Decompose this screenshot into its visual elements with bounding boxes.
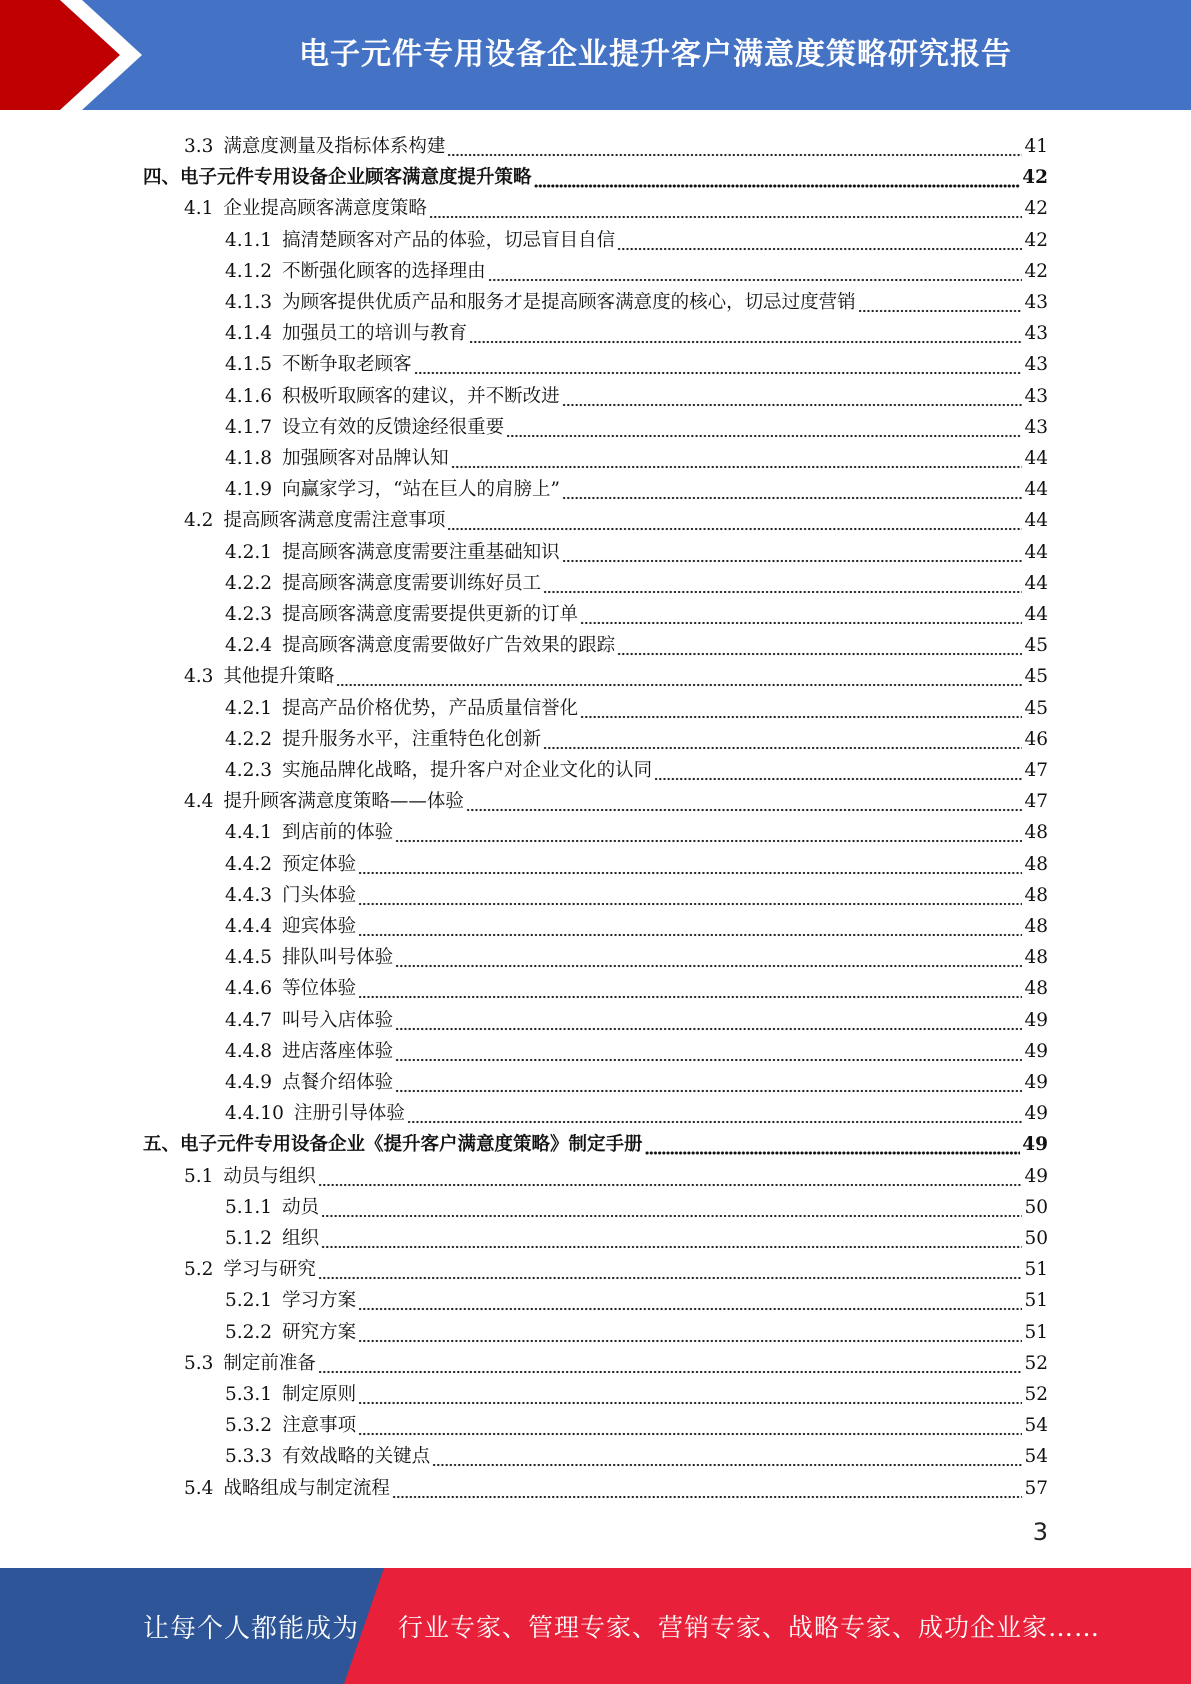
toc-entry[interactable]: [225, 440, 1048, 471]
toc-dot-leader: [562, 385, 1022, 409]
toc-dot-leader: [466, 790, 1022, 814]
toc-entry-title: 组织: [282, 1228, 320, 1249]
toc-dot-leader: [321, 1196, 1022, 1220]
toc-entry-title: 提高顾客满意度需要做好广告效果的跟踪: [282, 635, 616, 657]
toc-entry-number: 4.4.6: [225, 978, 273, 1000]
toc-entry-number: 4.1.5: [225, 354, 273, 376]
toc-entry-page: 42: [1022, 167, 1048, 189]
toc-entry-page: 44: [1024, 510, 1048, 532]
toc-entry-number: 4.1.7: [225, 416, 273, 438]
toc-entry-title: 提高顾客满意度需注意事项: [223, 510, 446, 532]
toc-entry-title: 制定前准备: [223, 1352, 316, 1374]
toc-entry-page: 50: [1024, 1228, 1048, 1249]
toc-dot-leader: [645, 1133, 1021, 1157]
toc-entry-title: 为顾客提供优质产品和服务才是提高顾客满意度的核心，切忌过度营销: [282, 292, 856, 313]
toc-entry-page: 42: [1024, 198, 1048, 220]
toc-entry-title: 点餐介绍体验: [282, 1072, 394, 1093]
toc-dot-leader: [858, 291, 1022, 315]
toc-entry[interactable]: [143, 1126, 1048, 1157]
toc-entry-number: 5.1.1: [225, 1196, 273, 1218]
toc-dot-leader: [414, 353, 1022, 377]
toc-entry-page: 51: [1024, 1259, 1048, 1281]
toc-dot-leader: [407, 1102, 1022, 1126]
toc-dot-leader: [617, 229, 1022, 253]
toc-entry-number: 5.4: [184, 1477, 214, 1499]
page-header: [0, 0, 1191, 110]
toc-entry-title: 动员: [282, 1196, 320, 1218]
toc-entry[interactable]: [225, 1189, 1048, 1220]
toc-entry-title: 叫号入店体验: [282, 1009, 394, 1031]
toc-entry-page: 49: [1022, 1134, 1048, 1156]
toc-entry-number: 3.3: [184, 136, 214, 157]
toc-entry[interactable]: [225, 1002, 1048, 1033]
toc-dot-leader: [392, 1477, 1022, 1501]
toc-dot-leader: [395, 946, 1022, 970]
toc-entry-page: 54: [1024, 1446, 1048, 1468]
toc-entry-page: 51: [1024, 1321, 1048, 1343]
toc-dot-leader: [358, 1383, 1022, 1407]
toc-entry[interactable]: [225, 1282, 1048, 1313]
toc-dot-leader: [580, 697, 1022, 721]
toc-entry-title: 四、电子元件专用设备企业顾客满意度提升策略: [143, 167, 532, 189]
toc-entry-title: 满意度测量及指标体系构建: [223, 136, 446, 157]
toc-entry[interactable]: [225, 1314, 1048, 1345]
toc-entry-title: 搞清楚顾客对产品的体验，切忌盲目自信: [282, 229, 616, 251]
toc-entry-page: 52: [1024, 1384, 1048, 1405]
toc-entry-title: 有效战略的关键点: [282, 1446, 431, 1468]
toc-entry[interactable]: [225, 814, 1048, 845]
toc-entry-title: 学习与研究: [223, 1259, 316, 1281]
toc-entry[interactable]: [184, 190, 1048, 221]
toc-entry-number: 4.2.3: [225, 604, 273, 625]
toc-entry-title: 加强顾客对品牌认知: [282, 448, 449, 469]
toc-entry-number: 4.1.4: [225, 323, 273, 345]
toc-dot-leader: [543, 572, 1022, 596]
toc-entry-page: 47: [1024, 791, 1048, 813]
page-footer: [0, 1568, 1191, 1684]
toc-entry-number: 4.2.2: [225, 572, 273, 594]
toc-entry-title: 战略组成与制定流程: [223, 1477, 390, 1499]
footer-slogan-left: 让每个人都能成为: [143, 1613, 360, 1644]
toc-dot-leader: [395, 1071, 1022, 1095]
toc-dot-leader: [469, 322, 1022, 346]
toc-entry[interactable]: [225, 1095, 1048, 1126]
toc-entry[interactable]: [225, 222, 1048, 253]
toc-entry-title: 提高顾客满意度需要训练好员工: [282, 572, 542, 594]
toc-entry-number: 4.3: [184, 666, 214, 688]
toc-entry-number: 5.3: [184, 1352, 214, 1374]
toc-entry-page: 43: [1024, 354, 1048, 376]
toc-entry-title: 向赢家学习，“站在巨人的肩膀上”: [282, 479, 560, 501]
toc-entry-title: 提高顾客满意度需要注重基础知识: [282, 541, 560, 563]
toc-entry-page: 43: [1024, 292, 1048, 313]
toc-dot-leader: [488, 260, 1022, 284]
toc-entry-page: 44: [1024, 448, 1048, 469]
toc-entry-page: 48: [1024, 822, 1048, 844]
toc-entry-title: 制定原则: [282, 1384, 357, 1405]
toc-entry[interactable]: [225, 1438, 1048, 1469]
toc-entry-number: 4.4.3: [225, 884, 273, 906]
toc-entry-page: 48: [1024, 884, 1048, 906]
toc-entry-number: 4.2.1: [225, 697, 273, 719]
toc-dot-leader: [447, 509, 1022, 533]
toc-dot-leader: [534, 166, 1021, 190]
toc-dot-leader: [654, 759, 1022, 783]
toc-entry-title: 注意事项: [282, 1415, 357, 1437]
toc-entry-title: 提升顾客满意度策略——体验: [223, 791, 464, 813]
toc-entry-page: 44: [1024, 541, 1048, 563]
toc-entry-page: 49: [1024, 1040, 1048, 1062]
toc-entry[interactable]: [225, 939, 1048, 970]
toc-entry[interactable]: [225, 1033, 1048, 1064]
toc-entry-number: 4.2: [184, 510, 214, 532]
toc-dot-leader: [395, 1009, 1022, 1033]
toc-entry-title: 加强员工的培训与教育: [282, 323, 468, 345]
toc-dot-leader: [395, 821, 1022, 845]
toc-dot-leader: [336, 665, 1022, 689]
toc-entry-title: 迎宾体验: [282, 916, 357, 937]
toc-dot-leader: [506, 416, 1022, 440]
toc-entry-number: 4.1.8: [225, 448, 273, 469]
toc-entry-number: 4.4.8: [225, 1040, 273, 1062]
toc-entry-title: 门头体验: [282, 884, 357, 906]
toc-entry-number: 4.2.4: [225, 635, 273, 657]
toc-entry-page: 47: [1024, 760, 1048, 781]
report-title: 电子元件专用设备企业提升客户满意度策略研究报告: [299, 37, 1012, 72]
toc-entry-page: 49: [1024, 1165, 1048, 1187]
toc-dot-leader: [358, 977, 1022, 1001]
toc-entry-title: 企业提高顾客满意度策略: [223, 198, 427, 220]
toc-entry[interactable]: [225, 908, 1048, 939]
toc-entry-page: 48: [1024, 947, 1048, 969]
toc-entry-number: 5.2.1: [225, 1290, 273, 1312]
toc-entry[interactable]: [184, 502, 1048, 533]
toc-entry-number: 5.2.2: [225, 1321, 273, 1343]
toc-entry[interactable]: [225, 752, 1048, 783]
toc-entry-title: 提升服务水平，注重特色化创新: [282, 728, 542, 750]
toc-dot-leader: [358, 884, 1022, 908]
toc-entry-title: 其他提升策略: [223, 666, 335, 688]
toc-entry[interactable]: [225, 627, 1048, 658]
toc-entry-title: 排队叫号体验: [282, 947, 394, 969]
toc-entry-number: 5.3.2: [225, 1415, 273, 1437]
toc-entry[interactable]: [225, 346, 1048, 377]
toc-dot-leader: [432, 1445, 1022, 1469]
toc-entry-page: 43: [1024, 323, 1048, 345]
toc-entry[interactable]: [225, 970, 1048, 1001]
toc-entry-page: 44: [1024, 572, 1048, 594]
toc-entry-page: 49: [1024, 1103, 1048, 1125]
toc-entry-title: 提高顾客满意度需要提供更新的订单: [282, 604, 579, 625]
toc-entry[interactable]: [225, 378, 1048, 409]
toc-entry-number: 4.4.2: [225, 853, 273, 875]
toc-entry-number: 4.2.1: [225, 541, 273, 563]
toc-entry[interactable]: [184, 658, 1048, 689]
toc-entry-page: 46: [1024, 728, 1048, 750]
toc-dot-leader: [580, 603, 1022, 627]
toc-entry-title: 预定体验: [282, 853, 357, 875]
toc-entry-page: 43: [1024, 385, 1048, 407]
toc-entry-title: 不断争取老顾客: [282, 354, 412, 376]
toc-entry-page: 57: [1024, 1477, 1048, 1499]
toc-entry-number: 4.2.2: [225, 728, 273, 750]
toc-entry[interactable]: [225, 253, 1048, 284]
footer-slogan-right: 行业专家、管理专家、营销专家、战略专家、成功企业家……: [398, 1613, 1101, 1642]
toc-entry-number: 4.1.2: [225, 260, 273, 282]
toc-entry-page: 43: [1024, 416, 1048, 438]
toc-entry-page: 41: [1024, 136, 1048, 157]
toc-dot-leader: [318, 1165, 1022, 1189]
toc-dot-leader: [358, 915, 1022, 939]
toc-entry[interactable]: [225, 1407, 1048, 1438]
toc-dot-leader: [358, 1414, 1022, 1438]
toc-entry[interactable]: [184, 1470, 1048, 1501]
toc-entry-title: 学习方案: [282, 1290, 357, 1312]
toc-entry[interactable]: [225, 471, 1048, 502]
toc-entry[interactable]: [225, 596, 1048, 627]
toc-entry-number: 4.1.1: [225, 229, 273, 251]
toc-dot-leader: [358, 1321, 1022, 1345]
toc-entry-page: 48: [1024, 916, 1048, 937]
toc-dot-leader: [451, 447, 1022, 471]
toc-entry-page: 54: [1024, 1415, 1048, 1437]
toc-entry-page: 42: [1024, 229, 1048, 251]
toc-entry[interactable]: [225, 690, 1048, 721]
toc-entry-number: 4.1.9: [225, 479, 273, 501]
toc-entry-page: 42: [1024, 260, 1048, 282]
toc-dot-leader: [562, 541, 1022, 565]
toc-dot-leader: [562, 478, 1022, 502]
toc-entry-number: 4.1.6: [225, 385, 273, 407]
toc-entry[interactable]: [225, 315, 1048, 346]
toc-entry-number: 5.3.1: [225, 1384, 273, 1405]
toc-entry-title: 到店前的体验: [282, 822, 394, 844]
toc-entry-title: 设立有效的反馈途经很重要: [282, 416, 505, 438]
toc-dot-leader: [318, 1352, 1022, 1376]
toc-dot-leader: [543, 728, 1022, 752]
toc-entry-title: 注册引导体验: [293, 1103, 405, 1125]
toc-entry-number: 5.3.3: [225, 1446, 273, 1468]
toc-entry[interactable]: [225, 284, 1048, 315]
toc-entry-title: 提高产品价格优势，产品质量信誉化: [282, 697, 579, 719]
toc-entry[interactable]: [184, 783, 1048, 814]
toc-entry[interactable]: [184, 1251, 1048, 1282]
toc-entry-number: 4.4.5: [225, 947, 273, 969]
toc-entry-page: 48: [1024, 978, 1048, 1000]
toc-entry[interactable]: [225, 721, 1048, 752]
toc-entry[interactable]: [143, 159, 1048, 190]
toc-entry-number: 4.1.3: [225, 292, 273, 313]
page-number: 3: [1032, 1518, 1048, 1546]
toc-entry[interactable]: [184, 1345, 1048, 1376]
toc-entry-number: 4.4.4: [225, 916, 273, 937]
toc-entry-page: 49: [1024, 1072, 1048, 1093]
toc-entry-page: 45: [1024, 666, 1048, 688]
toc-entry-number: 4.4.9: [225, 1072, 273, 1093]
toc-entry-page: 49: [1024, 1009, 1048, 1031]
toc-entry[interactable]: [225, 1376, 1048, 1407]
toc-entry-title: 进店落座体验: [282, 1040, 394, 1062]
toc-dot-leader: [358, 1289, 1022, 1313]
toc-entry-page: 45: [1024, 635, 1048, 657]
toc-entry-number: 5.1.2: [225, 1228, 273, 1249]
toc-entry-page: 50: [1024, 1196, 1048, 1218]
toc-dot-leader: [617, 634, 1022, 658]
toc-entry[interactable]: [184, 1158, 1048, 1189]
toc-entry-number: 4.4.1: [225, 822, 273, 844]
toc-entry-number: 5.2: [184, 1259, 214, 1281]
toc-entry-number: 4.2.3: [225, 760, 273, 781]
toc-entry[interactable]: [225, 1064, 1048, 1095]
toc-entry-page: 44: [1024, 604, 1048, 625]
toc-dot-leader: [447, 135, 1022, 159]
toc-dot-leader: [321, 1227, 1022, 1251]
toc-entry[interactable]: [225, 534, 1048, 565]
toc-entry-number: 4.1: [184, 198, 214, 220]
toc-entry[interactable]: [225, 877, 1048, 908]
toc-entry-page: 52: [1024, 1352, 1048, 1374]
toc-dot-leader: [358, 853, 1022, 877]
toc-entry[interactable]: [225, 846, 1048, 877]
toc-entry-number: 4.4.10: [225, 1103, 284, 1125]
toc-dot-leader: [395, 1040, 1022, 1064]
toc-entry-title: 积极听取顾客的建议，并不断改进: [282, 385, 560, 407]
toc-entry-title: 五、电子元件专用设备企业《提升客户满意度策略》制定手册: [143, 1134, 643, 1156]
toc-entry[interactable]: [184, 128, 1048, 159]
toc-entry-title: 动员与组织: [223, 1165, 316, 1187]
toc-entry-number: 5.1: [184, 1165, 214, 1187]
toc-entry-title: 不断强化顾客的选择理由: [282, 260, 486, 282]
toc-entry-page: 44: [1024, 479, 1048, 501]
toc-entry-page: 48: [1024, 853, 1048, 875]
toc-entry[interactable]: [225, 409, 1048, 440]
toc-entry[interactable]: [225, 565, 1048, 596]
toc-entry-number: 4.4: [184, 791, 214, 813]
toc-dot-leader: [318, 1258, 1022, 1282]
toc-dot-leader: [429, 197, 1022, 221]
toc-entry-title: 实施品牌化战略，提升客户对企业文化的认同: [282, 760, 653, 781]
header-arrow-decoration: [0, 0, 160, 110]
toc-entry-number: 4.4.7: [225, 1009, 273, 1031]
toc-entry-page: 51: [1024, 1290, 1048, 1312]
toc-entry-title: 研究方案: [282, 1321, 357, 1343]
toc-entry-title: 等位体验: [282, 978, 357, 1000]
toc-entry-page: 45: [1024, 697, 1048, 719]
toc-entry[interactable]: [225, 1220, 1048, 1251]
